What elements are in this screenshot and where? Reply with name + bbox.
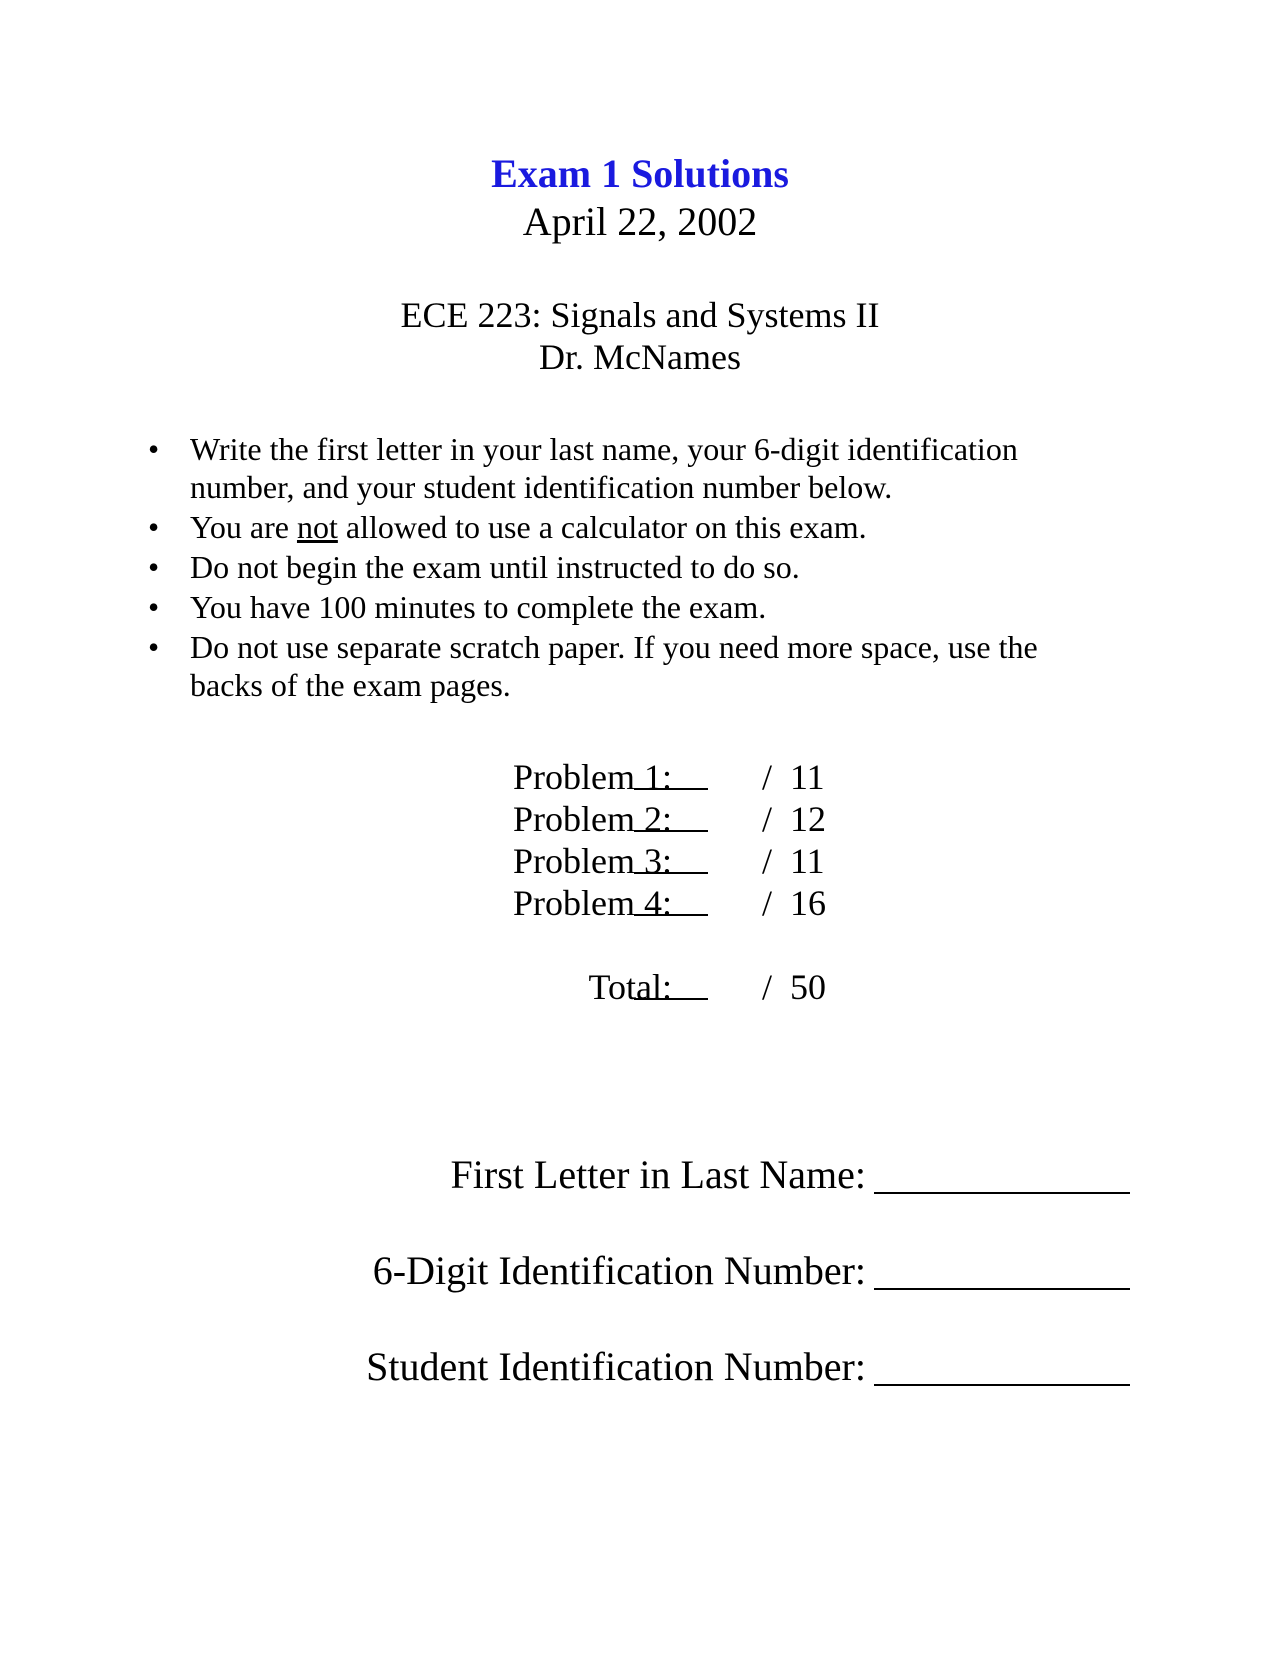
instruction-text: Do not begin the exam until instructed to do so. [190, 549, 800, 585]
instruction-text: allowed to use a calculator on this exam. [337, 509, 867, 545]
bullet-icon: • [148, 549, 160, 585]
score-max: 16 [790, 883, 826, 923]
score-blank-line [634, 788, 708, 790]
score-label: Problem 3: [513, 841, 672, 881]
six-digit-id-field [200, 1246, 1130, 1296]
field-blank-line [874, 1288, 1130, 1290]
score-row-problem-2 [360, 798, 840, 840]
instruction-text: Do not use separate scratch paper. If you need more space, use the [190, 629, 1038, 665]
instruction-text: You are [190, 509, 297, 545]
score-slash: / [762, 841, 773, 881]
field-label: First Letter in Last Name: [450, 1152, 866, 1197]
score-slash: / [762, 757, 773, 797]
score-label: Problem 1: [513, 757, 672, 797]
field-blank-line [874, 1192, 1130, 1194]
instruction-item [148, 548, 1128, 586]
score-blank-line [634, 830, 708, 832]
score-slash: / [762, 967, 773, 1007]
instruction-item [148, 588, 1128, 626]
bullet-icon: • [148, 509, 160, 545]
score-blank-line [634, 872, 708, 874]
exam-title: Exam 1 Solutions [491, 151, 789, 196]
score-max: 11 [790, 841, 825, 881]
score-blank-line [634, 914, 708, 916]
bullet-icon: • [148, 589, 160, 625]
field-label: 6-Digit Identification Number: [372, 1248, 866, 1293]
instructions-list [148, 430, 1128, 706]
instruction-text: number, and your student identification number below. [190, 469, 893, 505]
instruction-text: backs of the exam pages. [190, 667, 511, 703]
score-slash: / [762, 883, 773, 923]
instruction-text: Write the first letter in your last name, your 6-digit identification [190, 431, 1018, 467]
field-blank-line [874, 1384, 1130, 1386]
score-row-problem-4 [360, 882, 840, 924]
field-label: Student Identification Number: [366, 1344, 866, 1389]
bullet-icon: • [148, 431, 160, 467]
instruction-item [148, 508, 1128, 546]
score-max: 50 [790, 967, 826, 1007]
score-slash: / [762, 799, 773, 839]
score-max: 11 [790, 757, 825, 797]
bullet-icon: • [148, 629, 160, 665]
score-row-total [360, 966, 840, 1008]
instruction-text: You have 100 minutes to complete the exam. [190, 589, 767, 625]
emphasis-not: not [296, 509, 338, 545]
course-name: ECE 223: Signals and Systems II [400, 295, 880, 335]
exam-date: April 22, 2002 [522, 199, 758, 244]
score-blank-line [634, 998, 708, 1000]
score-row-problem-1 [360, 756, 840, 798]
score-label: Problem 4: [513, 883, 672, 923]
score-row-problem-3 [360, 840, 840, 882]
score-max: 12 [790, 799, 826, 839]
instruction-item [148, 628, 1128, 704]
instruction-item [148, 430, 1128, 506]
score-label: Total: [588, 967, 672, 1007]
last-name-initial-field [200, 1150, 1130, 1200]
score-label: Problem 2: [513, 799, 672, 839]
instructor-name: Dr. McNames [539, 337, 741, 377]
student-id-field [200, 1342, 1130, 1392]
